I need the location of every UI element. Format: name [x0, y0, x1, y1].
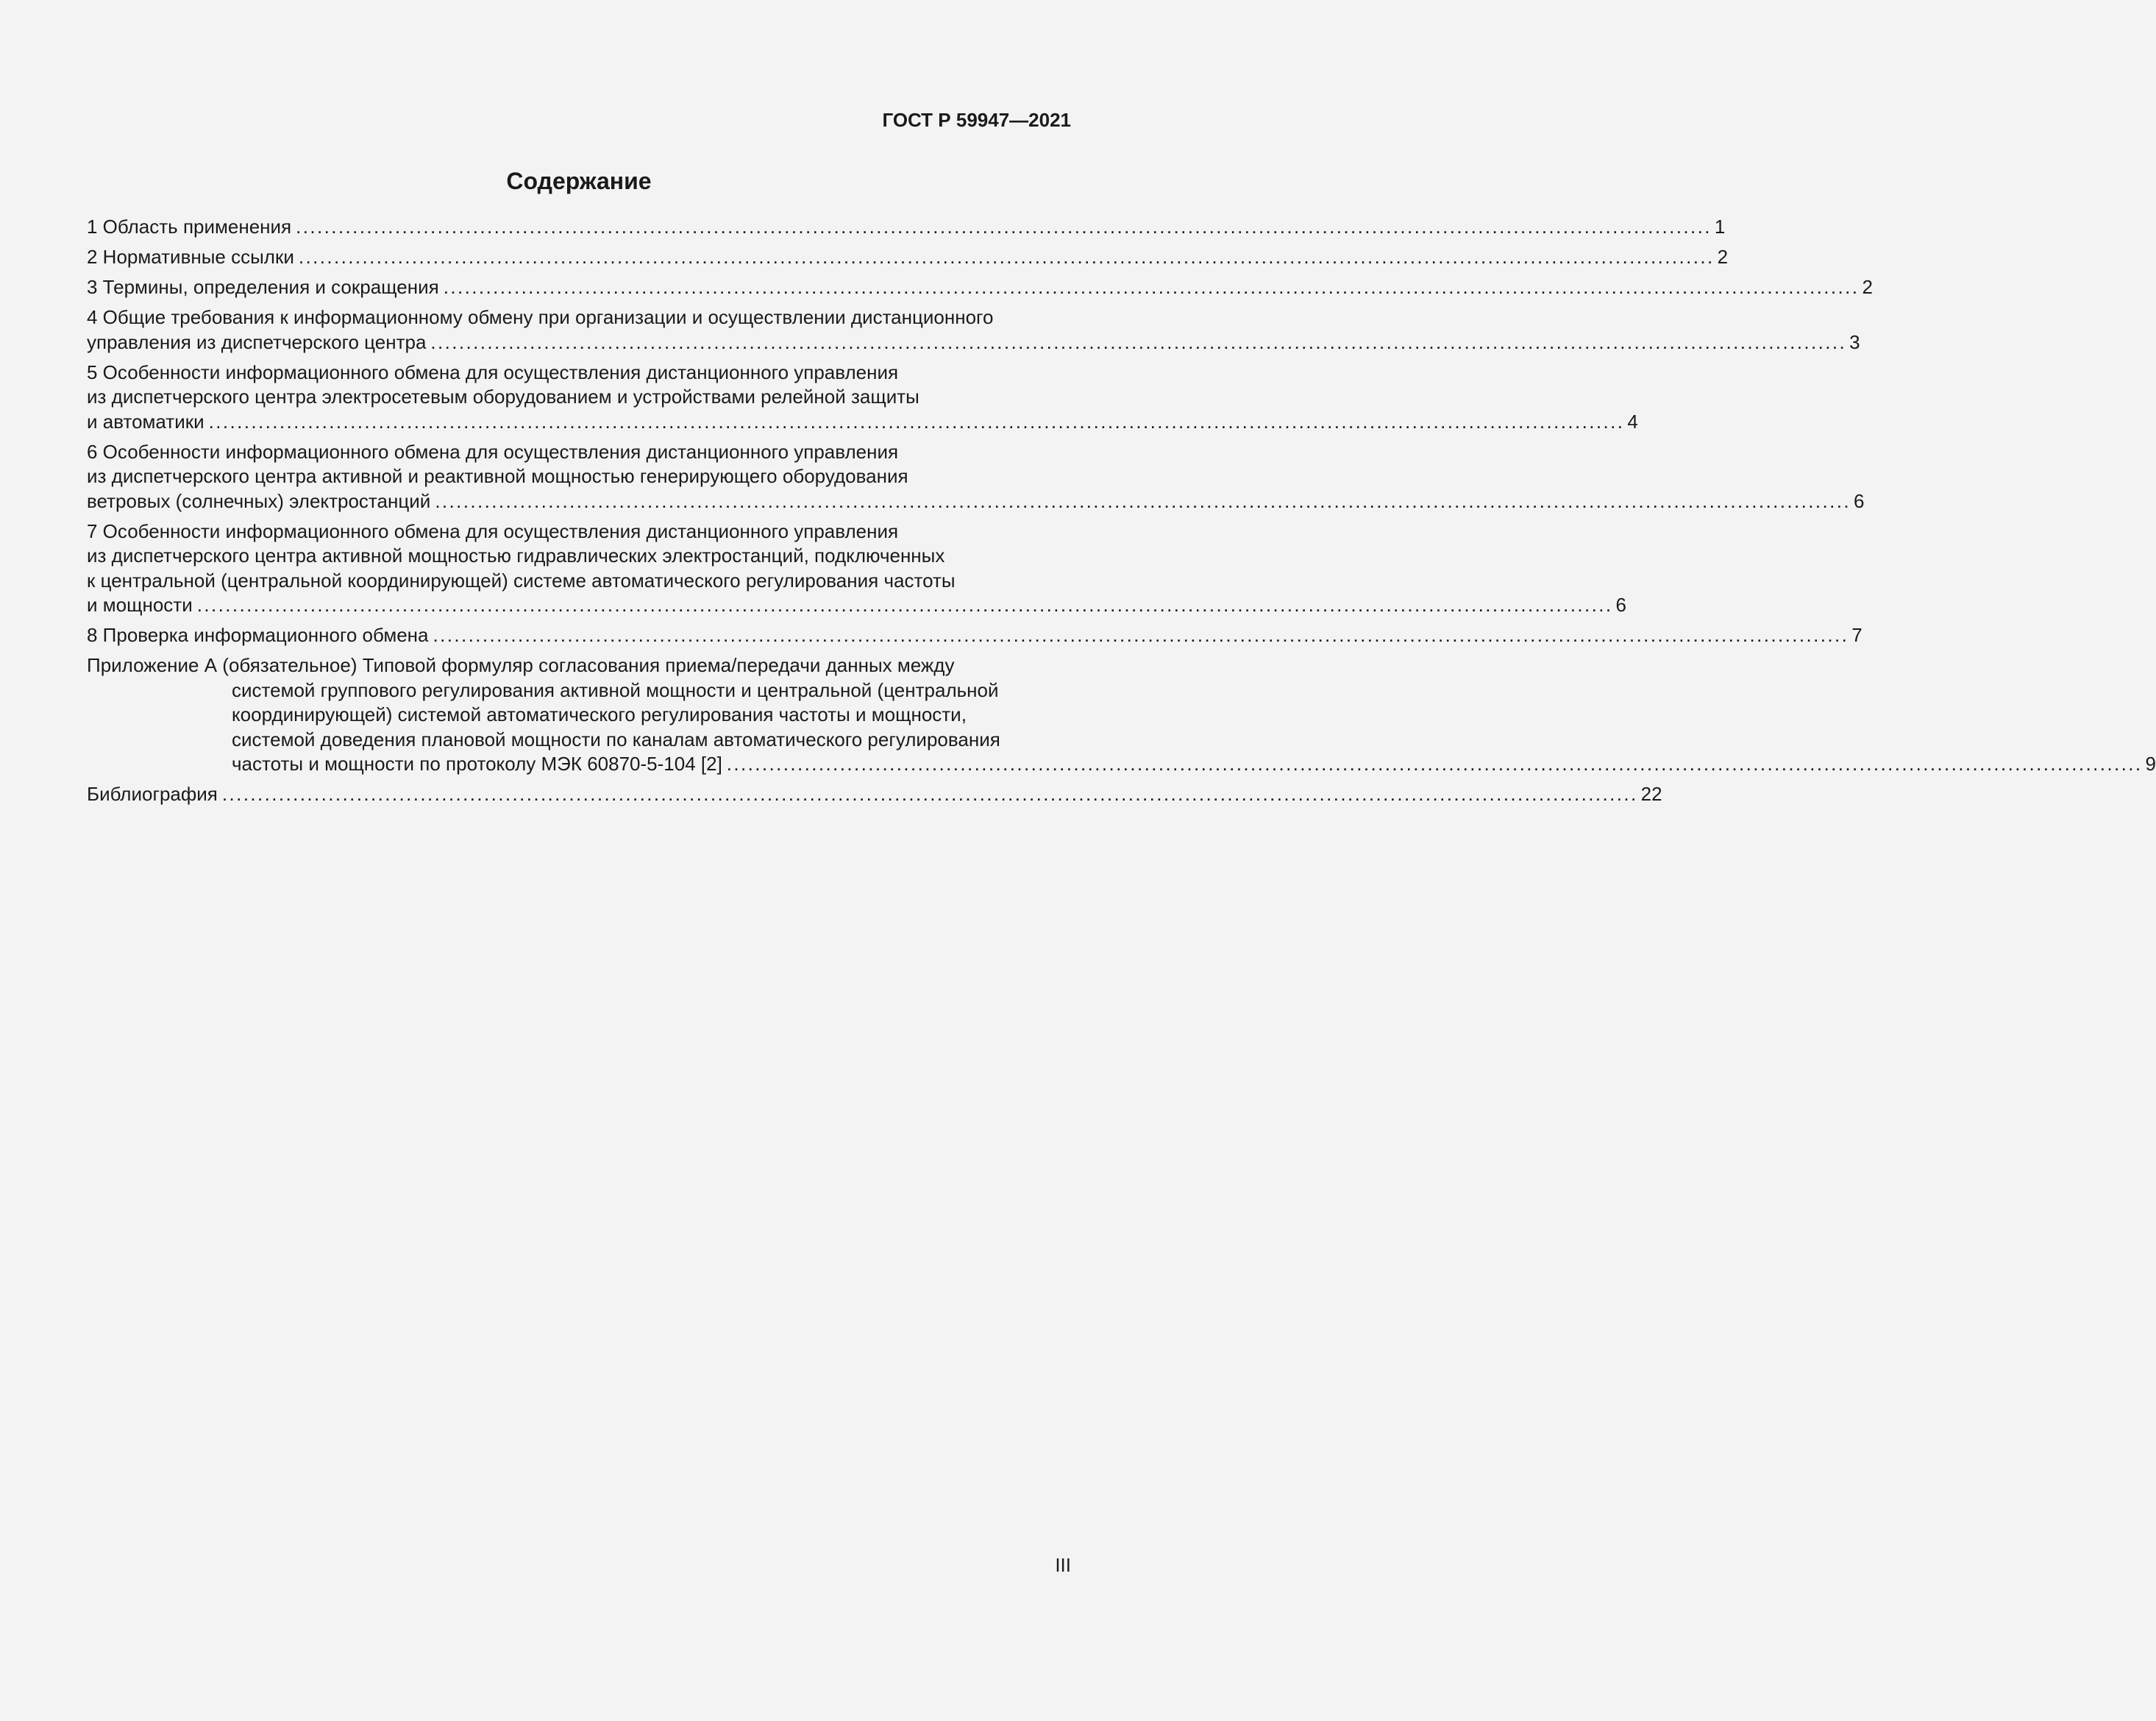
- toc-entry-title: Библиография: [87, 783, 218, 805]
- toc-entry-bibliography[interactable]: [87, 782, 1662, 807]
- toc-leader-dots: ........................................................................................................................................................................................................: [196, 594, 1613, 616]
- toc-page-number: 3: [1849, 330, 1860, 353]
- toc-entry-line: 5 Особенности информационного обмена для осуществления дистанционного управления: [87, 361, 899, 383]
- toc-entry-line: из диспетчерского центра активной и реактивной мощностью генерирующего оборудования: [87, 465, 908, 487]
- page-title: Содержание: [506, 168, 652, 194]
- toc-page-number: 9: [2145, 753, 2156, 775]
- toc-leader-dots: ........................................................................................................................................................................................................: [433, 624, 1849, 646]
- toc-page-number: 2: [1862, 276, 1873, 298]
- toc-entry-title: ветровых (солнечных) электростанций: [87, 489, 431, 512]
- appendix-title: Приложение А (обязательное) Типовой формуляр согласования приема/передачи данных между: [87, 654, 955, 676]
- toc-entry-title: и мощности: [87, 594, 193, 616]
- toc-entry-appendix-a[interactable]: [87, 653, 2156, 777]
- toc-entry-title: 8 Проверка информационного обмена: [87, 624, 429, 646]
- toc-page-number: 1: [1714, 216, 1726, 238]
- toc-entry-title: и автоматики: [87, 410, 204, 433]
- toc-leader-dots: ........................................................................................................................................................................................................: [221, 783, 1638, 805]
- page-number-roman: III: [1055, 1554, 1071, 1576]
- toc-leader-dots: ........................................................................................................................................................................................................: [726, 753, 2143, 775]
- appendix-line: системой группового регулирования активной мощности и центральной (центральной: [232, 678, 999, 701]
- toc-entry-1[interactable]: [87, 215, 1726, 240]
- toc-entry-2[interactable]: [87, 245, 1729, 270]
- toc-entry-line: 4 Общие требования к информационному обмену при организации и осуществлении дистанционного: [87, 306, 994, 328]
- toc-entry-3[interactable]: [87, 275, 1873, 300]
- appendix-last-line: частоты и мощности по протоколу МЭК 60870-5-104 [2]: [232, 753, 722, 775]
- toc-entry-line: 7 Особенности информационного обмена для осуществления дистанционного управления: [87, 519, 899, 542]
- toc-entry-5[interactable]: [87, 361, 1638, 435]
- toc-leader-dots: ........................................................................................................................................................................................................: [208, 410, 1625, 433]
- table-of-contents: [87, 215, 2156, 812]
- toc-entry-title: 2 Нормативные ссылки: [87, 246, 294, 268]
- toc-page-number: 4: [1627, 410, 1638, 433]
- toc-page-number: 6: [1854, 489, 1865, 512]
- appendix-line: координирующей) системой автоматического регулирования частоты и мощности,: [232, 703, 967, 725]
- toc-page-number: 7: [1851, 624, 1863, 646]
- toc-entry-line: 6 Особенности информационного обмена для осуществления дистанционного управления: [87, 440, 899, 463]
- toc-entry-title: 1 Область применения: [87, 216, 292, 238]
- toc-entry-line: к центральной (центральной координирующей) системе автоматического регулирования частоты: [87, 569, 956, 592]
- toc-entry-title: 3 Термины, определения и сокращения: [87, 276, 439, 298]
- toc-page-number: 2: [1717, 246, 1729, 268]
- toc-leader-dots: ........................................................................................................................................................................................................: [430, 330, 1847, 353]
- toc-entry-7[interactable]: [87, 519, 1626, 618]
- toc-page-number: 22: [1640, 783, 1662, 805]
- toc-entry-line: из диспетчерского центра электросетевым оборудованием и устройствами релейной защиты: [87, 386, 919, 408]
- toc-entry-6[interactable]: [87, 440, 1865, 514]
- toc-entry-title: управления из диспетчерского центра: [87, 330, 427, 353]
- toc-page-number: 6: [1615, 594, 1626, 616]
- toc-entry-line: из диспетчерского центра активной мощностью гидравлических электростанций, подключенных: [87, 544, 945, 567]
- toc-leader-dots: ........................................................................................................................................................................................................: [443, 276, 1860, 298]
- toc-entry-4[interactable]: [87, 305, 1860, 355]
- document-code: ГОСТ Р 59947—2021: [882, 109, 1071, 131]
- toc-entry-8[interactable]: [87, 623, 1863, 648]
- toc-leader-dots: ........................................................................................................................................................................................................: [435, 489, 1851, 512]
- toc-leader-dots: ........................................................................................................................................................................................................: [298, 246, 1715, 268]
- appendix-line: системой доведения плановой мощности по каналам автоматического регулирования: [232, 728, 1000, 751]
- toc-leader-dots: ........................................................................................................................................................................................................: [296, 216, 1712, 238]
